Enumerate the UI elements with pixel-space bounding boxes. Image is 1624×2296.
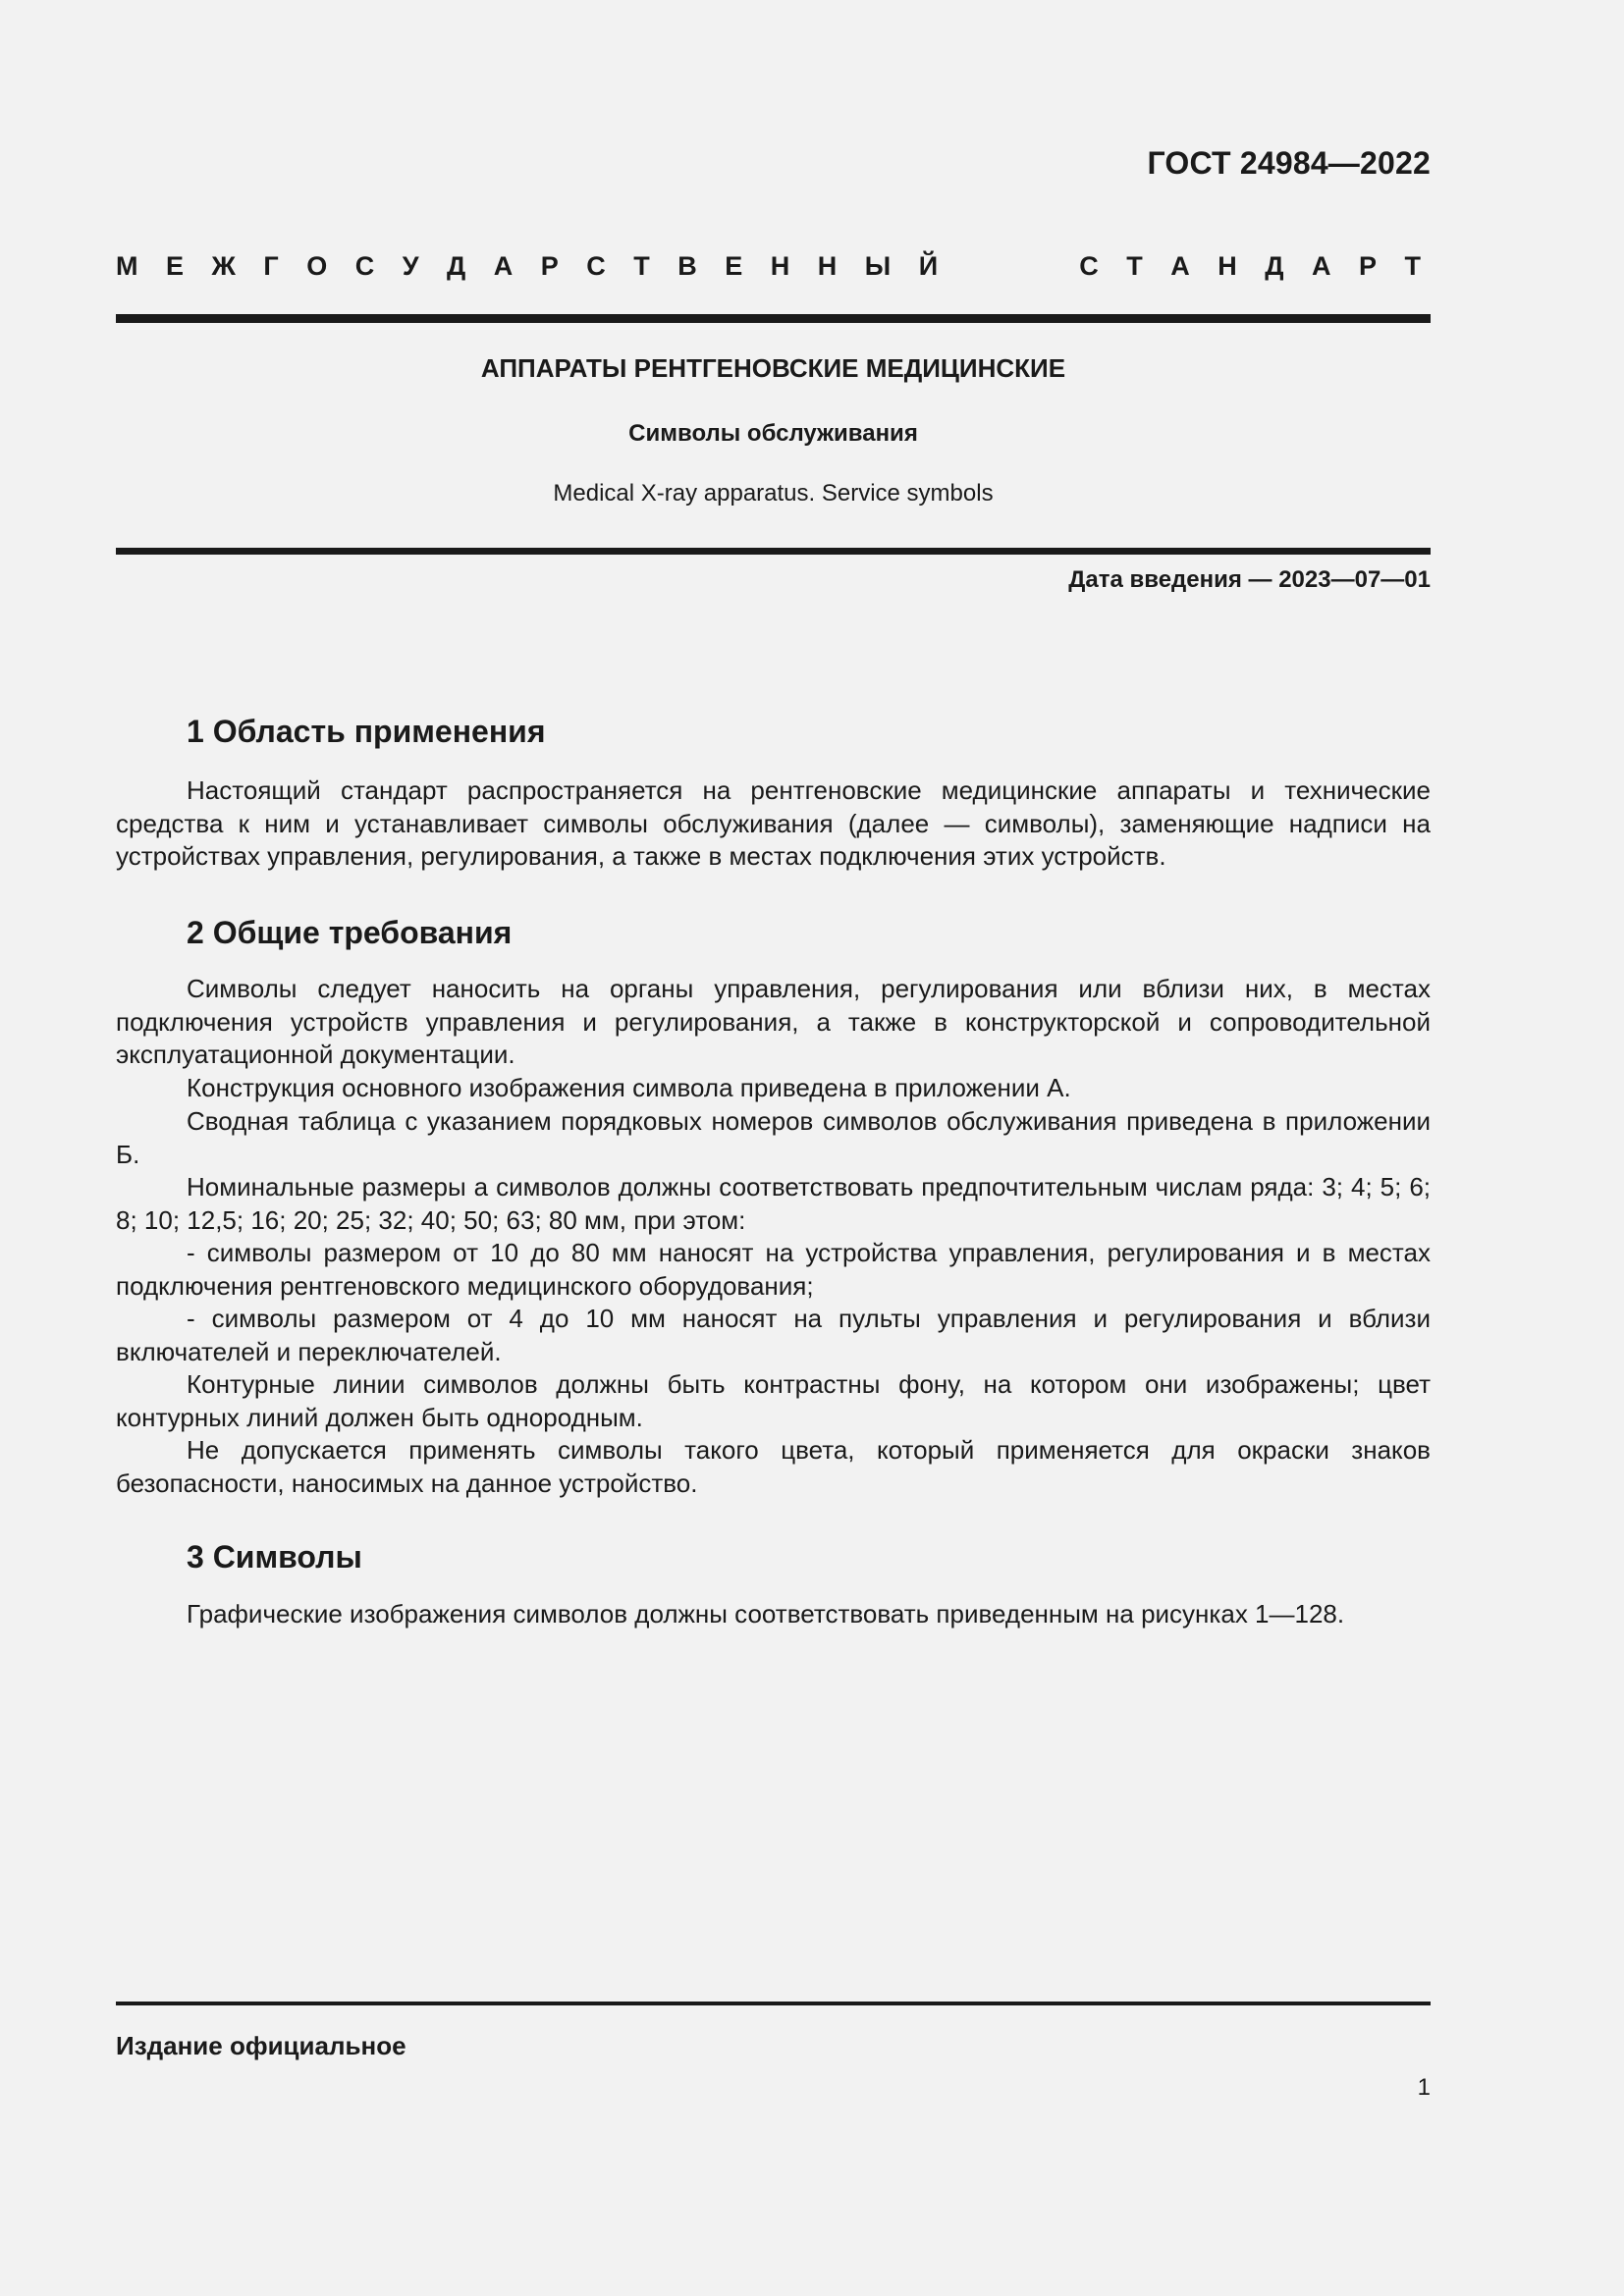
standard-type-word-interstate: М Е Ж Г О С У Д А Р С Т В Е Н Н Ы Й [116,251,948,281]
introduction-date: Дата введения — 2023—07—01 [1068,566,1431,593]
section-heading: 1 Область применения [187,714,546,749]
document-number: ГОСТ 24984—2022 [1147,145,1431,181]
paragraph: Не допускается применять символы такого цвета, который применяется для окраски знаков безопасности, наносимых на данное устройство. [116,1435,1431,1498]
paragraph: Номинальные размеры а символов должны соответствовать предпочтительным числам ряда: 3; 4; 5; 6; 8; 10; 12,5; 16; 20; 25; 32; 40; 50; 63; 80 мм, при этом: [116,1172,1431,1235]
document-title-english: Medical X-ray apparatus. Service symbols [553,480,994,507]
document-subtitle: Символы обслуживания [628,420,918,447]
standard-type-word-standard: С Т А Н Д А Р Т [1079,251,1431,281]
list-item: - символы размером от 4 до 10 мм наносят на пульты управления и регулирования и вблизи включателей и переключателей. [116,1304,1431,1366]
footer-rule [116,2002,1431,2005]
header-bottom-rule [116,548,1431,555]
document-title: АППАРАТЫ РЕНТГЕНОВСКИЕ МЕДИЦИНСКИЕ [480,353,1066,383]
paragraph: Конструкция основного изображения символа приведена в приложении А. [187,1073,1071,1102]
section-heading: 3 Символы [187,1539,362,1575]
paragraph: Символы следует наносить на органы управления, регулирования или вблизи них, в местах подключения устройств управления и регулирования, а также в конструкторской и сопроводительной эксплуатационной документации. [116,974,1431,1069]
list-item: - символы размером от 10 до 80 мм наносят на устройства управления, регулирования и в местах подключения рентгеновского медицинского оборудования; [116,1238,1431,1301]
paragraph: Контурные линии символов должны быть контрастны фону, на котором они изображены; цвет контурных линий должен быть однородным. [116,1369,1431,1432]
paragraph: Настоящий стандарт распространяется на рентгеновские медицинские аппараты и технические средства к ним и устанавливает символы обслуживания (далее — символы), заменяющие надписи на устройствах управления, регулирования, а также в местах подключения этих устройств. [116,775,1431,871]
page-number: 1 [1417,2074,1431,2101]
paragraph: Сводная таблица с указанием порядковых номеров символов обслуживания приведена в приложении Б. [116,1106,1431,1169]
section-heading: 2 Общие требования [187,915,513,950]
header-top-rule [116,314,1431,323]
document-page [116,0,1431,2296]
edition-label: Издание официальное [116,2031,406,2060]
standard-type-line [116,251,1431,282]
paragraph: Графические изображения символов должны соответствовать приведенным на рисунках 1—128. [187,1599,1345,1629]
